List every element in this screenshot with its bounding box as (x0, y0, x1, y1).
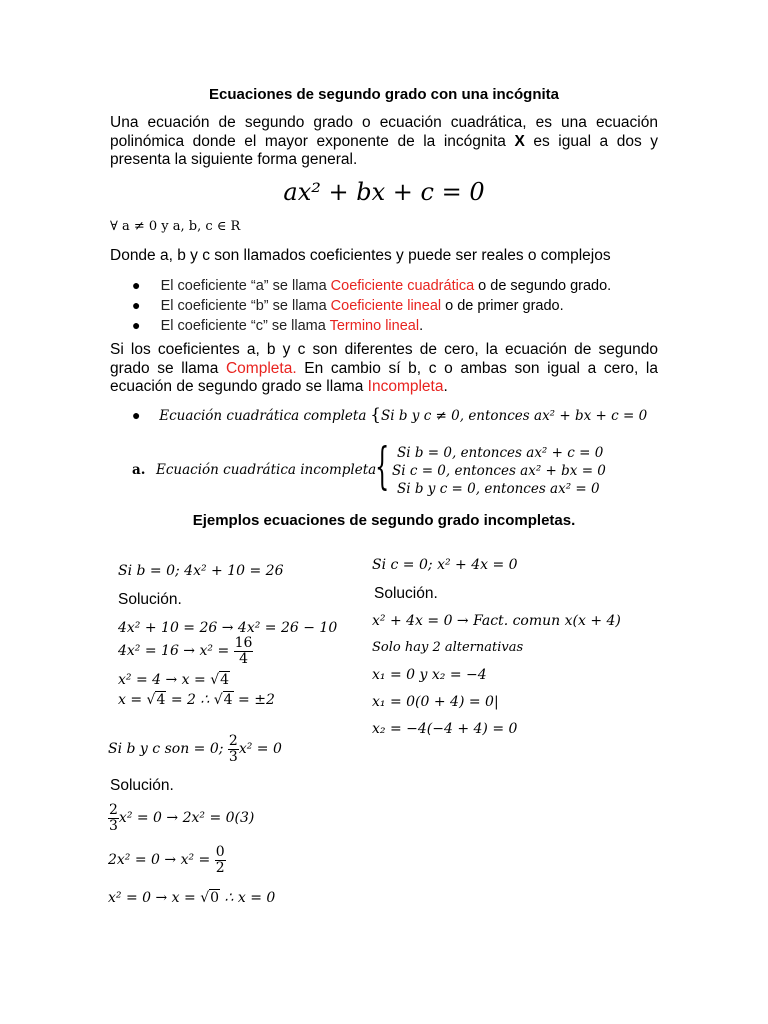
list-item (132, 296, 611, 316)
example3-line2-text: 2x² = 0 → x² = (108, 852, 211, 869)
general-form-equation: ax² + bx + c = 0 (283, 178, 485, 206)
example2-line1: x² + 4x = 0 → Fact. comun x(x + 4) (372, 613, 621, 629)
incomplete-label: Ecuación cuadrática incompleta (156, 462, 377, 478)
sqrt-radicand: 4 (223, 692, 233, 708)
brace-icon: { (370, 405, 381, 425)
bullet-icon: ● (132, 317, 141, 333)
intro-paragraph (110, 114, 658, 170)
example3-header (108, 734, 282, 764)
incomplete-cases (392, 444, 606, 498)
para2-text-1: Si los coeficientes a, b y c son diferentes de cero, la ecuación de segundo grado se llama (110, 341, 658, 377)
example3-line1-text: x² = 0 → 2x² = 0(3) (118, 810, 255, 827)
example1-line2 (118, 636, 253, 666)
list-item-text: El coeficiente “a” se llama (160, 278, 331, 294)
fraction-numerator: 2 (109, 802, 118, 818)
example3-line3-text: x² = 0 → x = (108, 890, 201, 906)
example1-line4-end: = ±2 (233, 692, 275, 708)
complete-label: Ecuación cuadrática completa (159, 408, 367, 424)
example2-line4: x₁ = 0(0 + 4) = 0| (372, 694, 499, 710)
list-item-highlight: Coeficiente lineal (330, 298, 442, 314)
brace-icon: { (375, 437, 390, 495)
fraction-numerator: 16 (234, 635, 253, 651)
example1-line3-text: x² = 4 → x = (118, 672, 211, 688)
list-item-text: El coeficiente “b” se llama (160, 298, 331, 314)
example1-line2-text: 4x² = 16 → x² = (118, 643, 230, 660)
fraction-denominator: 3 (228, 748, 238, 765)
list-item-text: El coeficiente “c” se llama (160, 318, 330, 334)
bullet-icon: ● (132, 277, 141, 293)
example2-line3: x₁ = 0 y x₂ = −4 (372, 667, 487, 683)
para2-text-3: . (443, 378, 448, 395)
list-item-suffix: o de segundo grado. (474, 278, 612, 294)
fraction-denominator: 3 (109, 817, 118, 834)
example3-header-end: x² = 0 (238, 741, 282, 758)
fraction-denominator: 4 (239, 650, 249, 667)
example1-line1: 4x² + 10 = 26 → 4x² = 26 − 10 (118, 620, 338, 636)
example3-header-text: Si b y c son = 0; (108, 741, 224, 758)
complete-incomplete-paragraph (110, 341, 658, 397)
example2-line2: Solo hay 2 alternativas (372, 640, 524, 655)
list-item-highlight: Termino lineal (329, 318, 420, 334)
example3-line3: x² = 0 → x = √0 ∴ x = 0 (108, 890, 276, 906)
fraction-denominator: 2 (215, 859, 225, 876)
example3-solution-label: Solución. (110, 777, 174, 794)
case-item: Si c = 0, entonces ax² + bx = 0 (392, 463, 606, 479)
sqrt-radicand: 4 (220, 672, 230, 688)
example3-line3-end: ∴ x = 0 (220, 890, 276, 906)
para2-text-2: En cambio sí b, c o ambas son igual a cero, la ecuación de segundo grado se llama (110, 359, 658, 395)
case-item: Si b = 0, entonces ax² + c = 0 (397, 445, 604, 461)
document-title: Ecuaciones de segundo grado con una incógnita (208, 86, 560, 103)
complete-term: Completa. (225, 359, 297, 377)
incomplete-term: Incompleta (367, 378, 444, 395)
example3-line1 (108, 803, 254, 833)
list-item-highlight: Coeficiente cuadrática (330, 278, 475, 294)
example2-solution-label: Solución. (374, 585, 438, 602)
intro-text-2: es igual a dos y presenta la siguiente forma general. (110, 132, 659, 168)
example1-solution-label: Solución. (118, 591, 182, 608)
list-item-suffix: . (419, 318, 424, 334)
fraction-numerator: 2 (228, 733, 238, 749)
example1-line3: x² = 4 → x = √4 (118, 672, 230, 688)
complete-definition (132, 405, 647, 425)
example1-line4: x = √4 = 2 ∴ √4 = ±2 (118, 692, 275, 708)
example1-header: Si b = 0; 4x² + 10 = 26 (118, 563, 284, 579)
coefficient-condition: ∀ a ≠ 0 y a, b, c ∈ R (110, 219, 241, 234)
coefficients-description: Donde a, b y c son llamados coeficientes y puede ser reales o complejos (110, 247, 611, 264)
sqrt-radicand: 0 (210, 890, 220, 906)
complete-condition: Si b y c ≠ 0, entonces ax² + bx + c = 0 (380, 408, 648, 424)
incomplete-marker: a. (132, 462, 146, 478)
bullet-icon: ● (132, 407, 141, 423)
example1-line4-mid: = 2 ∴ (166, 692, 214, 708)
example3-line2 (108, 845, 226, 875)
examples-title: Ejemplos ecuaciones de segundo grado incompletas. (192, 512, 576, 529)
coefficient-list (132, 276, 611, 336)
example2-header: Si c = 0; x² + 4x = 0 (372, 557, 518, 573)
example2-line5: x₂ = −4(−4 + 4) = 0 (372, 721, 518, 737)
list-item (132, 316, 611, 336)
example1-line4-text: x = (118, 692, 147, 708)
sqrt-radicand: 4 (156, 692, 166, 708)
intro-variable: X (514, 132, 525, 150)
list-item-suffix: o de primer grado. (441, 298, 564, 314)
intro-text-1: Una ecuación de segundo grado o ecuación cuadrática, es una ecuación polinómica donde el mayor exponente de la incógnita (110, 114, 658, 150)
fraction-numerator: 0 (215, 844, 225, 860)
list-item (132, 276, 611, 296)
case-item: Si b y c = 0, entonces ax² = 0 (397, 481, 600, 497)
bullet-icon: ● (132, 297, 141, 313)
